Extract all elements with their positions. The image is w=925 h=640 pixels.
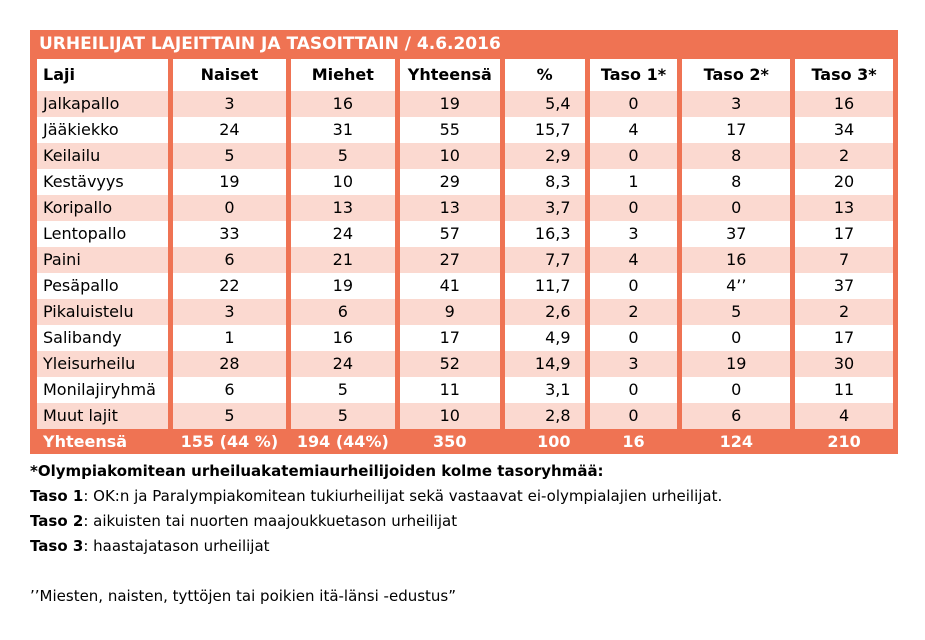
table-row: [37, 403, 893, 429]
cell-naiset: 3: [173, 299, 286, 325]
note-taso2-text: : aikuisten tai nuorten maajoukkuetason urheilijat: [83, 512, 458, 530]
cell-yhteensa: 27: [400, 247, 500, 273]
cell-taso2: 5: [682, 299, 790, 325]
cell-percent: 5,4: [505, 91, 585, 117]
note-taso2-term: Taso 2: [30, 512, 84, 530]
cell-laji: Lentopallo: [37, 221, 168, 247]
cell-taso1: 0: [590, 273, 678, 299]
cell-naiset: 22: [173, 273, 286, 299]
cell-naiset: 1: [173, 325, 286, 351]
table-row: [37, 169, 893, 195]
cell-percent: 14,9: [505, 351, 585, 377]
header-row: [37, 59, 893, 91]
header-taso1: Taso 1*: [590, 59, 678, 91]
header-taso2: Taso 2*: [682, 59, 790, 91]
table-row: [37, 195, 893, 221]
cell-yhteensa: 13: [400, 195, 500, 221]
cell-yhteensa: 52: [400, 351, 500, 377]
cell-taso3: 11: [795, 377, 893, 403]
totals-miehet: 194 (44%): [296, 432, 389, 451]
header-taso3: Taso 3*: [795, 59, 893, 91]
cell-laji: Jalkapallo: [37, 91, 168, 117]
cell-taso2: 6: [682, 403, 790, 429]
cell-yhteensa: 17: [400, 325, 500, 351]
note-taso3: [30, 534, 910, 559]
cell-yhteensa: 9: [400, 299, 500, 325]
cell-miehet: 5: [291, 403, 395, 429]
cell-taso3: 37: [795, 273, 893, 299]
note-taso1: [30, 484, 910, 509]
table-row: [37, 143, 893, 169]
cell-miehet: 24: [291, 351, 395, 377]
cell-percent: 2,8: [505, 403, 585, 429]
cell-taso1: 1: [590, 169, 678, 195]
totals-yhteensa: 350: [433, 432, 467, 451]
cell-yhteensa: 10: [400, 403, 500, 429]
cell-taso3: 2: [795, 143, 893, 169]
header-laji: Laji: [37, 59, 168, 91]
cell-naiset: 5: [173, 143, 286, 169]
table-row: [37, 377, 893, 403]
cell-naiset: 6: [173, 247, 286, 273]
cell-miehet: 6: [291, 299, 395, 325]
cell-percent: 4,9: [505, 325, 585, 351]
cell-miehet: 19: [291, 273, 395, 299]
cell-percent: 7,7: [505, 247, 585, 273]
cell-naiset: 0: [173, 195, 286, 221]
cell-miehet: 21: [291, 247, 395, 273]
notes-heading: *Olympiakomitean urheiluakatemiaurheilijoiden kolme tasoryhmää:: [30, 462, 604, 480]
table-row: [37, 221, 893, 247]
table-row: [37, 117, 893, 143]
cell-taso2: 0: [682, 195, 790, 221]
cell-laji: Yleisurheilu: [37, 351, 168, 377]
table-row: [37, 91, 893, 117]
cell-taso1: 3: [590, 221, 678, 247]
header-yhteensa: Yhteensä: [400, 59, 500, 91]
cell-taso2: 0: [682, 325, 790, 351]
table-row: [37, 299, 893, 325]
cell-naiset: 33: [173, 221, 286, 247]
note-taso1-text: : OK:n ja Paralympiakomitean tukiurheilijat sekä vastaavat ei-olympialajien urheilijat.: [83, 487, 723, 505]
notes-spacer: [30, 559, 910, 584]
cell-taso1: 4: [590, 117, 678, 143]
cell-yhteensa: 10: [400, 143, 500, 169]
cell-naiset: 19: [173, 169, 286, 195]
totals-naiset: 155 (44 %): [180, 432, 279, 451]
cell-percent: 15,7: [505, 117, 585, 143]
cell-laji: Keilailu: [37, 143, 168, 169]
cell-taso2: 3: [682, 91, 790, 117]
cell-taso3: 13: [795, 195, 893, 221]
cell-yhteensa: 19: [400, 91, 500, 117]
cell-laji: Pikaluistelu: [37, 299, 168, 325]
cell-taso2: 8: [682, 169, 790, 195]
cell-taso2: 8: [682, 143, 790, 169]
cell-taso3: 30: [795, 351, 893, 377]
cell-taso1: 0: [590, 403, 678, 429]
cell-laji: Monilajiryhmä: [37, 377, 168, 403]
cell-taso1: 3: [590, 351, 678, 377]
cell-taso1: 4: [590, 247, 678, 273]
cell-naiset: 3: [173, 91, 286, 117]
note-taso3-text: : haastajatason urheilijat: [83, 537, 270, 555]
cell-taso2: 37: [682, 221, 790, 247]
cell-miehet: 16: [291, 91, 395, 117]
cell-percent: 8,3: [505, 169, 585, 195]
cell-taso1: 0: [590, 325, 678, 351]
cell-taso2: 19: [682, 351, 790, 377]
cell-laji: Salibandy: [37, 325, 168, 351]
cell-miehet: 10: [291, 169, 395, 195]
table-row: [37, 273, 893, 299]
cell-taso3: 34: [795, 117, 893, 143]
table-row: [37, 325, 893, 351]
cell-naiset: 28: [173, 351, 286, 377]
cell-miehet: 13: [291, 195, 395, 221]
cell-taso3: 16: [795, 91, 893, 117]
totals-percent: 100: [537, 432, 571, 451]
cell-percent: 2,6: [505, 299, 585, 325]
cell-percent: 11,7: [505, 273, 585, 299]
cell-naiset: 5: [173, 403, 286, 429]
footnote: ’’Miesten, naisten, tyttöjen tai poikien itä-länsi -edustus”: [30, 587, 457, 605]
note-taso3-term: Taso 3: [30, 537, 84, 555]
cell-laji: Pesäpallo: [37, 273, 168, 299]
table-body: [37, 91, 893, 429]
cell-miehet: 5: [291, 377, 395, 403]
cell-miehet: 16: [291, 325, 395, 351]
cell-miehet: 31: [291, 117, 395, 143]
cell-naiset: 6: [173, 377, 286, 403]
table-row: [37, 247, 893, 273]
cell-percent: 16,3: [505, 221, 585, 247]
note-taso1-term: Taso 1: [30, 487, 84, 505]
cell-laji: Paini: [37, 247, 168, 273]
totals-taso2: 124: [719, 432, 753, 451]
cell-taso1: 2: [590, 299, 678, 325]
totals-label: Yhteensä: [43, 432, 128, 451]
cell-taso3: 20: [795, 169, 893, 195]
cell-yhteensa: 57: [400, 221, 500, 247]
header-naiset: Naiset: [173, 59, 286, 91]
cell-taso2: 16: [682, 247, 790, 273]
cell-taso2: 17: [682, 117, 790, 143]
table-title: URHEILIJAT LAJEITTAIN JA TASOITTAIN / 4.6.2016: [39, 34, 501, 54]
cell-miehet: 24: [291, 221, 395, 247]
cell-percent: 3,7: [505, 195, 585, 221]
totals-row: [37, 429, 893, 455]
totals-taso1: 16: [622, 432, 645, 451]
totals-taso3: 210: [827, 432, 861, 451]
cell-miehet: 5: [291, 143, 395, 169]
table-frame: [30, 30, 898, 454]
cell-yhteensa: 11: [400, 377, 500, 403]
cell-yhteensa: 29: [400, 169, 500, 195]
sports-table: [32, 59, 898, 455]
cell-laji: Kestävyys: [37, 169, 168, 195]
cell-naiset: 24: [173, 117, 286, 143]
cell-taso3: 7: [795, 247, 893, 273]
cell-yhteensa: 55: [400, 117, 500, 143]
cell-laji: Jääkiekko: [37, 117, 168, 143]
cell-taso1: 0: [590, 143, 678, 169]
note-taso2: [30, 509, 910, 534]
cell-taso3: 17: [795, 325, 893, 351]
notes-section: [30, 459, 910, 609]
cell-taso2: 0: [682, 377, 790, 403]
header-miehet: Miehet: [291, 59, 395, 91]
cell-taso2: 4’’: [682, 273, 790, 299]
cell-yhteensa: 41: [400, 273, 500, 299]
cell-taso3: 4: [795, 403, 893, 429]
cell-taso3: 17: [795, 221, 893, 247]
cell-laji: Muut lajit: [37, 403, 168, 429]
header-percent: %: [505, 59, 585, 91]
cell-taso1: 0: [590, 195, 678, 221]
cell-percent: 2,9: [505, 143, 585, 169]
cell-taso3: 2: [795, 299, 893, 325]
cell-taso1: 0: [590, 377, 678, 403]
cell-percent: 3,1: [505, 377, 585, 403]
table-row: [37, 351, 893, 377]
cell-taso1: 0: [590, 91, 678, 117]
cell-laji: Koripallo: [37, 195, 168, 221]
